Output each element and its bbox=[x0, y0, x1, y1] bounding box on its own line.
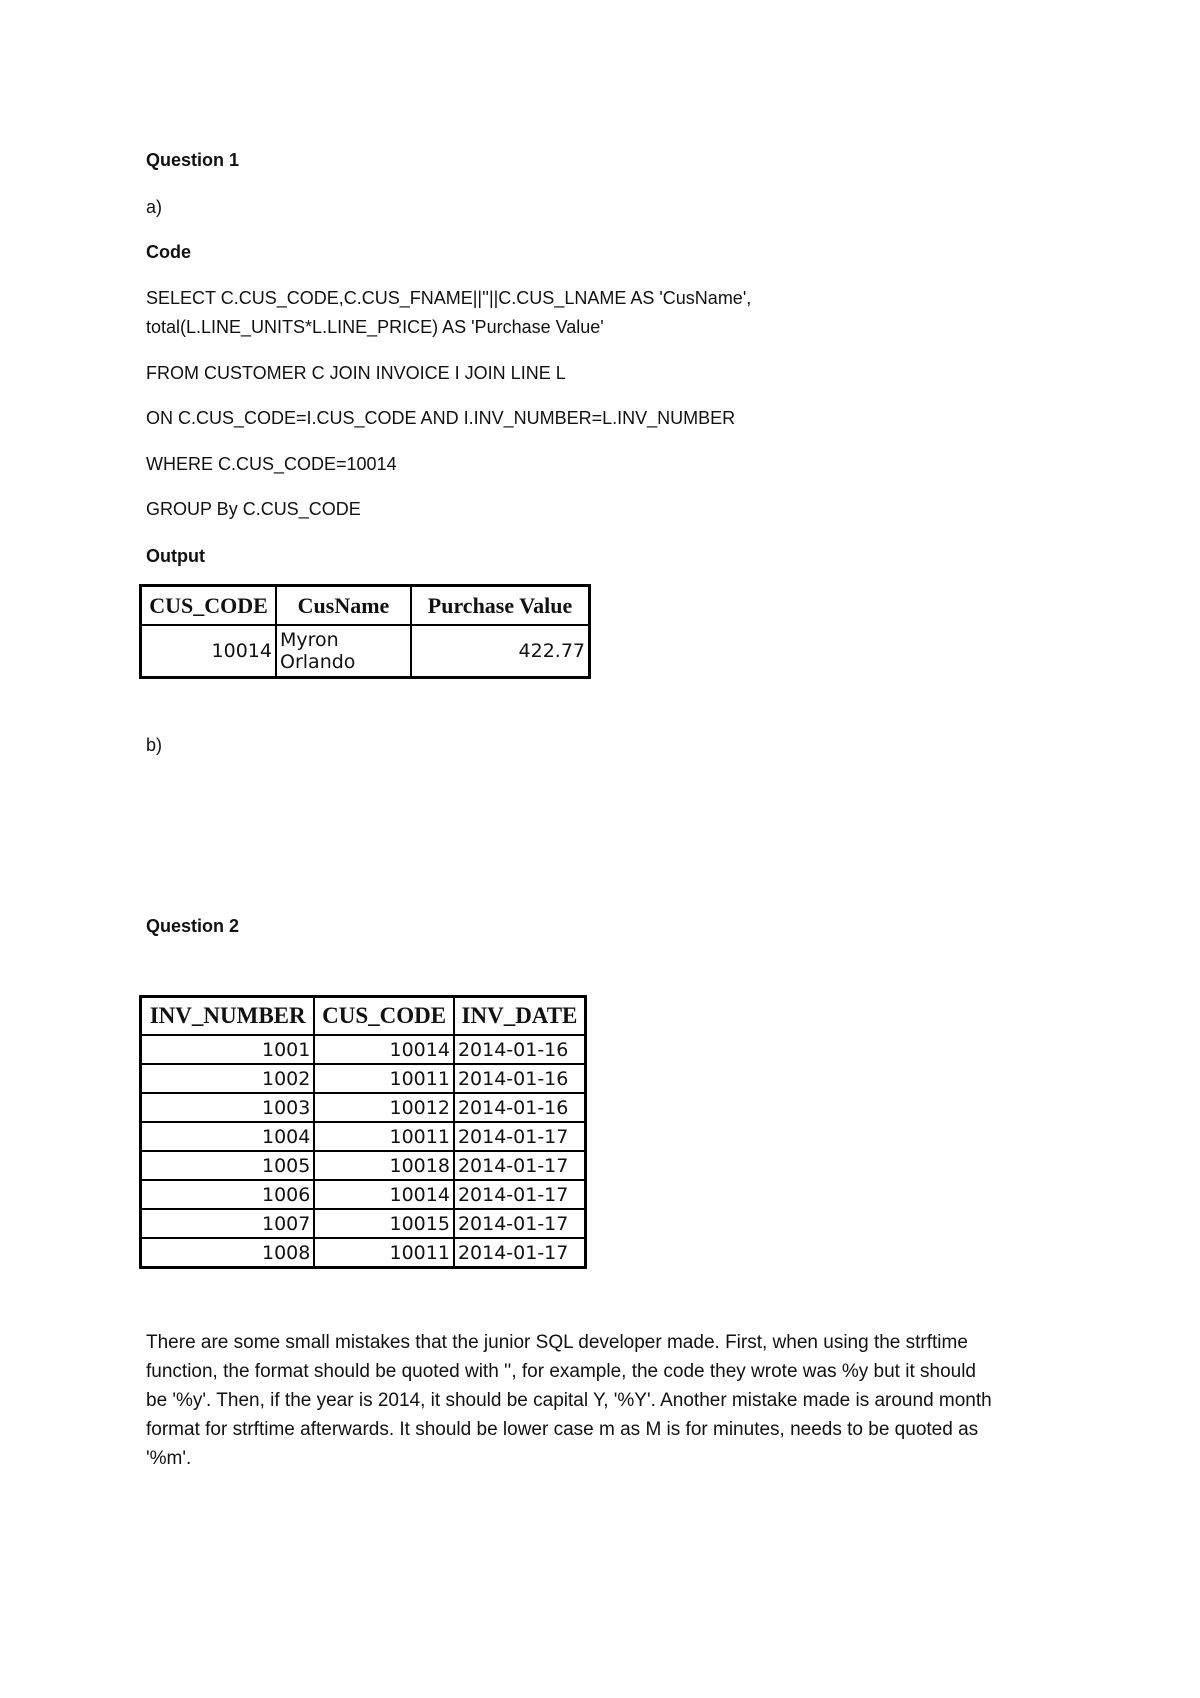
table-row bbox=[141, 1122, 586, 1151]
part-a-label: a) bbox=[146, 197, 163, 217]
code-label: Code bbox=[146, 242, 191, 262]
cus-code-cell: 10011 bbox=[314, 1122, 454, 1151]
explanation-line: be '%y'. Then, if the year is 2014, it should be capital Y, '%Y'. Another mistake made is around month bbox=[146, 1390, 992, 1411]
question-1-heading: Question 1 bbox=[146, 150, 240, 170]
cus-code-cell: 10018 bbox=[314, 1151, 454, 1180]
cus-code-cell: 10014 bbox=[314, 1035, 454, 1064]
inv-date-cell: 2014-01-17 bbox=[454, 1151, 586, 1180]
cus-first-name: Myron bbox=[280, 629, 339, 651]
table-row bbox=[141, 1180, 586, 1209]
cus-code-cell: 10011 bbox=[314, 1064, 454, 1093]
inv-number-cell: 1005 bbox=[141, 1151, 315, 1180]
code-line: GROUP By C.CUS_CODE bbox=[146, 499, 361, 519]
explanation-line: function, the format should be quoted with '', for example, the code they wrote was %y but it should bbox=[146, 1361, 976, 1382]
table-row bbox=[141, 1209, 586, 1238]
column-header: CUS_CODE bbox=[141, 586, 277, 626]
inv-date-cell: 2014-01-16 bbox=[454, 1064, 586, 1093]
cus-code-cell: 10011 bbox=[314, 1238, 454, 1268]
table-header-row bbox=[141, 586, 590, 626]
question-2-heading: Question 2 bbox=[146, 916, 240, 936]
output-label: Output bbox=[146, 546, 205, 566]
table-row bbox=[141, 625, 590, 678]
table-row bbox=[141, 1238, 586, 1268]
explanation-paragraph bbox=[146, 1328, 1076, 1473]
code-line: FROM CUSTOMER C JOIN INVOICE I JOIN LINE L bbox=[146, 363, 566, 383]
column-header: INV_NUMBER bbox=[141, 997, 315, 1036]
inv-number-cell: 1008 bbox=[141, 1238, 315, 1268]
cus-code-cell: 10014 bbox=[141, 625, 277, 678]
column-header: Purchase Value bbox=[411, 586, 590, 626]
explanation-line: '%m'. bbox=[146, 1448, 192, 1469]
cus-code-cell: 10014 bbox=[314, 1180, 454, 1209]
table-header-row bbox=[141, 997, 586, 1036]
inv-date-cell: 2014-01-16 bbox=[454, 1093, 586, 1122]
inv-number-cell: 1007 bbox=[141, 1209, 315, 1238]
part-b-label: b) bbox=[146, 735, 163, 755]
inv-date-cell: 2014-01-17 bbox=[454, 1122, 586, 1151]
inv-number-cell: 1003 bbox=[141, 1093, 315, 1122]
inv-number-cell: 1002 bbox=[141, 1064, 315, 1093]
table-row bbox=[141, 1093, 586, 1122]
column-header: INV_DATE bbox=[454, 997, 586, 1036]
code-line: ON C.CUS_CODE=I.CUS_CODE AND I.INV_NUMBER=L.INV_NUMBER bbox=[146, 408, 736, 428]
purchase-value-cell: 422.77 bbox=[411, 625, 590, 678]
inv-number-cell: 1006 bbox=[141, 1180, 315, 1209]
column-header: CusName bbox=[276, 586, 411, 626]
inv-number-cell: 1004 bbox=[141, 1122, 315, 1151]
explanation-line: There are some small mistakes that the junior SQL developer made. First, when using the strftime bbox=[146, 1332, 968, 1353]
cus-code-cell: 10012 bbox=[314, 1093, 454, 1122]
code-line: SELECT C.CUS_CODE,C.CUS_FNAME||''||C.CUS_LNAME AS 'CusName', bbox=[146, 288, 752, 308]
column-header: CUS_CODE bbox=[314, 997, 454, 1036]
cus-code-cell: 10015 bbox=[314, 1209, 454, 1238]
inv-date-cell: 2014-01-16 bbox=[454, 1035, 586, 1064]
explanation-line: format for strftime afterwards. It should be lower case m as M is for minutes, needs to be quoted as bbox=[146, 1419, 979, 1440]
inv-date-cell: 2014-01-17 bbox=[454, 1180, 586, 1209]
code-line: WHERE C.CUS_CODE=10014 bbox=[146, 454, 397, 474]
output-table bbox=[139, 584, 591, 679]
inv-date-cell: 2014-01-17 bbox=[454, 1238, 586, 1268]
inv-date-cell: 2014-01-17 bbox=[454, 1209, 586, 1238]
invoice-table bbox=[139, 995, 587, 1269]
table-row bbox=[141, 1064, 586, 1093]
code-line: total(L.LINE_UNITS*L.LINE_PRICE) AS 'Purchase Value' bbox=[146, 317, 604, 337]
cus-name-cell bbox=[276, 625, 411, 678]
table-row bbox=[141, 1151, 586, 1180]
cus-last-name: Orlando bbox=[280, 651, 356, 673]
inv-number-cell: 1001 bbox=[141, 1035, 315, 1064]
table-row bbox=[141, 1035, 586, 1064]
